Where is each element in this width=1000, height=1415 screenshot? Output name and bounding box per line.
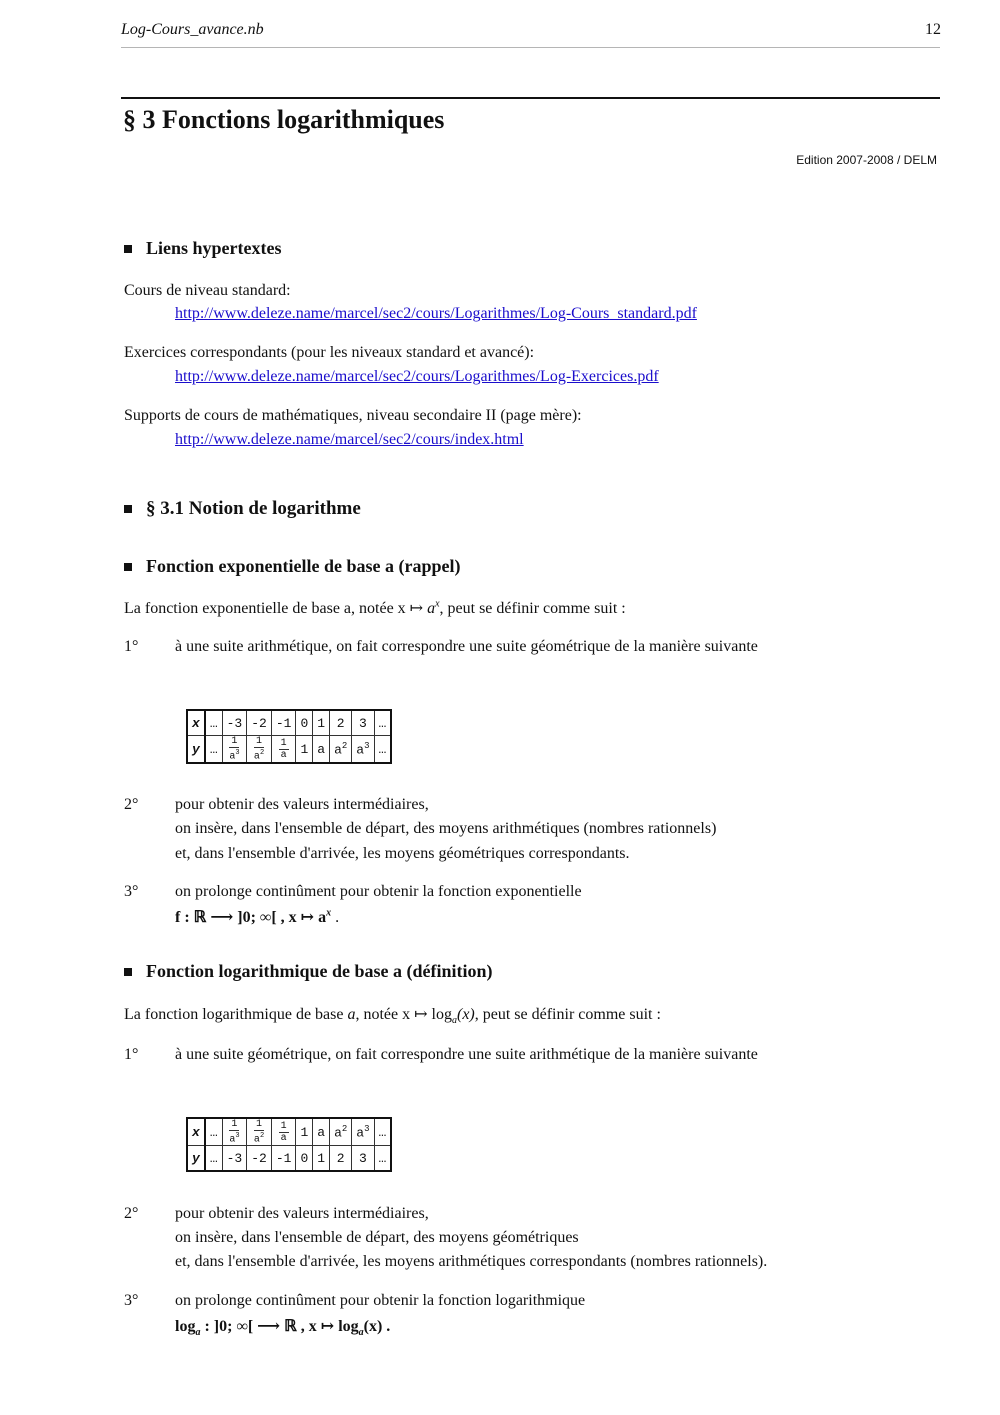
document-title: Log-Cours_avance.nb: [121, 21, 264, 38]
link-index[interactable]: http://www.deleze.name/marcel/sec2/cours/index.html: [175, 431, 524, 448]
table-cell: $a^3$: [352, 736, 374, 764]
table-row-y: [187, 1146, 391, 1172]
table-cell-fraction: $\frac{1}{a^3}$: [222, 736, 247, 764]
table-cell: -2: [247, 710, 272, 736]
step-number: 1°: [124, 638, 139, 655]
table-cell: 1: [296, 736, 313, 764]
header-divider: [121, 47, 940, 48]
expo-formula: f : ℝ ⟶ ]0; ∞[ , x ↦ $a^x$ .: [175, 907, 340, 926]
table-cell: -1: [271, 1146, 296, 1172]
table-row-label: x: [187, 1118, 205, 1146]
section-heading-liens: [124, 238, 281, 259]
step-number: 3°: [124, 883, 139, 900]
table-cell: 3: [352, 1146, 374, 1172]
step-number: 2°: [124, 796, 139, 813]
log-value-table: [186, 1117, 392, 1172]
table-cell: -2: [247, 1146, 272, 1172]
title-divider: [121, 97, 940, 99]
table-cell: -3: [222, 710, 247, 736]
table-row-label: y: [187, 736, 205, 764]
log-intro: La fonction logarithmique de base a, notée x ↦ $\log_a(x)$, peut se définir comme suit :: [124, 1006, 661, 1027]
log-step2-line: et, dans l'ensemble d'arrivée, les moyens arithmétiques correspondants (nombres rationnels).: [175, 1253, 768, 1270]
table-cell: -1: [271, 710, 296, 736]
table-cell: -3: [222, 1146, 247, 1172]
section-heading-text: Fonction logarithmique de base a (définition): [146, 961, 493, 981]
expo-step3: on prolonge continûment pour obtenir la fonction exponentielle: [175, 883, 582, 900]
table-cell: $a^2$: [330, 1118, 352, 1146]
expo-step2-line: on insère, dans l'ensemble de départ, des moyens arithmétiques (nombres rationnels): [175, 820, 717, 837]
table-cell: …: [374, 710, 391, 736]
table-cell: …: [205, 1118, 222, 1146]
bullet-icon: [124, 245, 132, 253]
table-cell: 0: [296, 710, 313, 736]
page-number: 12: [925, 21, 941, 38]
section-heading-text: Liens hypertextes: [146, 238, 282, 258]
table-row-x: [187, 1118, 391, 1146]
expo-step2-line: et, dans l'ensemble d'arrivée, les moyens géométriques correspondants.: [175, 845, 630, 862]
table-cell: …: [374, 1146, 391, 1172]
table-row-label: y: [187, 1146, 205, 1172]
table-cell-fraction: $\frac{1}{a}$: [271, 736, 296, 764]
section-heading-exponentielle: [124, 556, 460, 577]
page-title: § 3 Fonctions logarithmiques: [123, 105, 445, 134]
table-row-label: x: [187, 710, 205, 736]
log-step1: à une suite géométrique, on fait correspondre une suite arithmétique de la manière suivante: [175, 1046, 758, 1063]
table-cell: 0: [296, 1146, 313, 1172]
link-label: Cours de niveau standard:: [124, 282, 291, 299]
edition-note: Edition 2007-2008 / DELM: [796, 153, 937, 167]
log-step2-line: pour obtenir des valeurs intermédiaires,: [175, 1205, 429, 1222]
expo-intro: La fonction exponentielle de base a, notée x ↦ $a^x$, peut se définir comme suit :: [124, 598, 626, 617]
table-cell: $a^3$: [352, 1118, 374, 1146]
table-row-y: [187, 736, 391, 764]
link-label: Exercices correspondants (pour les niveaux standard et avancé):: [124, 344, 535, 361]
expo-value-table: [186, 709, 392, 764]
section-heading-text: § 3.1 Notion de logarithme: [146, 498, 361, 519]
table-cell: …: [374, 1118, 391, 1146]
step-number: 1°: [124, 1046, 139, 1063]
bullet-icon: [124, 968, 132, 976]
bullet-icon: [124, 505, 132, 513]
log-step3: on prolonge continûment pour obtenir la fonction logarithmique: [175, 1292, 586, 1309]
table-cell: a: [313, 1118, 330, 1146]
table-cell: …: [205, 710, 222, 736]
section-heading-text: Fonction exponentielle de base a (rappel): [146, 556, 461, 576]
expo-step1: à une suite arithmétique, on fait correspondre une suite géométrique de la manière suivante: [175, 638, 758, 655]
bullet-icon: [124, 563, 132, 571]
table-cell: 1: [296, 1118, 313, 1146]
table-cell: $a^2$: [330, 736, 352, 764]
section-heading-logarithmique: [124, 961, 493, 982]
section-heading-notion: [124, 498, 361, 520]
table-cell: 2: [330, 710, 352, 736]
log-step2-line: on insère, dans l'ensemble de départ, des moyens géométriques: [175, 1229, 579, 1246]
table-cell-fraction: $\frac{1}{a^3}$: [222, 1118, 247, 1146]
step-number: 3°: [124, 1292, 139, 1309]
expo-step2-line: pour obtenir des valeurs intermédiaires,: [175, 796, 429, 813]
link-cours-standard[interactable]: http://www.deleze.name/marcel/sec2/cours/Logarithmes/Log-Cours_standard.pdf: [175, 305, 697, 322]
table-row-x: [187, 710, 391, 736]
link-exercices[interactable]: http://www.deleze.name/marcel/sec2/cours/Logarithmes/Log-Exercices.pdf: [175, 368, 659, 385]
table-cell: a: [313, 736, 330, 764]
table-cell: 3: [352, 710, 374, 736]
table-cell: …: [205, 1146, 222, 1172]
table-cell: 2: [330, 1146, 352, 1172]
table-cell: 1: [313, 710, 330, 736]
step-number: 2°: [124, 1205, 139, 1222]
table-cell: 1: [313, 1146, 330, 1172]
table-cell: …: [205, 736, 222, 764]
link-label: Supports de cours de mathématiques, niveau secondaire II (page mère):: [124, 407, 582, 424]
table-cell-fraction: $\frac{1}{a^2}$: [247, 1118, 272, 1146]
table-cell: …: [374, 736, 391, 764]
table-cell-fraction: $\frac{1}{a^2}$: [247, 736, 272, 764]
table-cell-fraction: $\frac{1}{a}$: [271, 1118, 296, 1146]
log-formula: $\log_a$ : ]0; ∞[ ⟶ ℝ , x ↦ $\log_a(x)$ .: [175, 1318, 391, 1339]
